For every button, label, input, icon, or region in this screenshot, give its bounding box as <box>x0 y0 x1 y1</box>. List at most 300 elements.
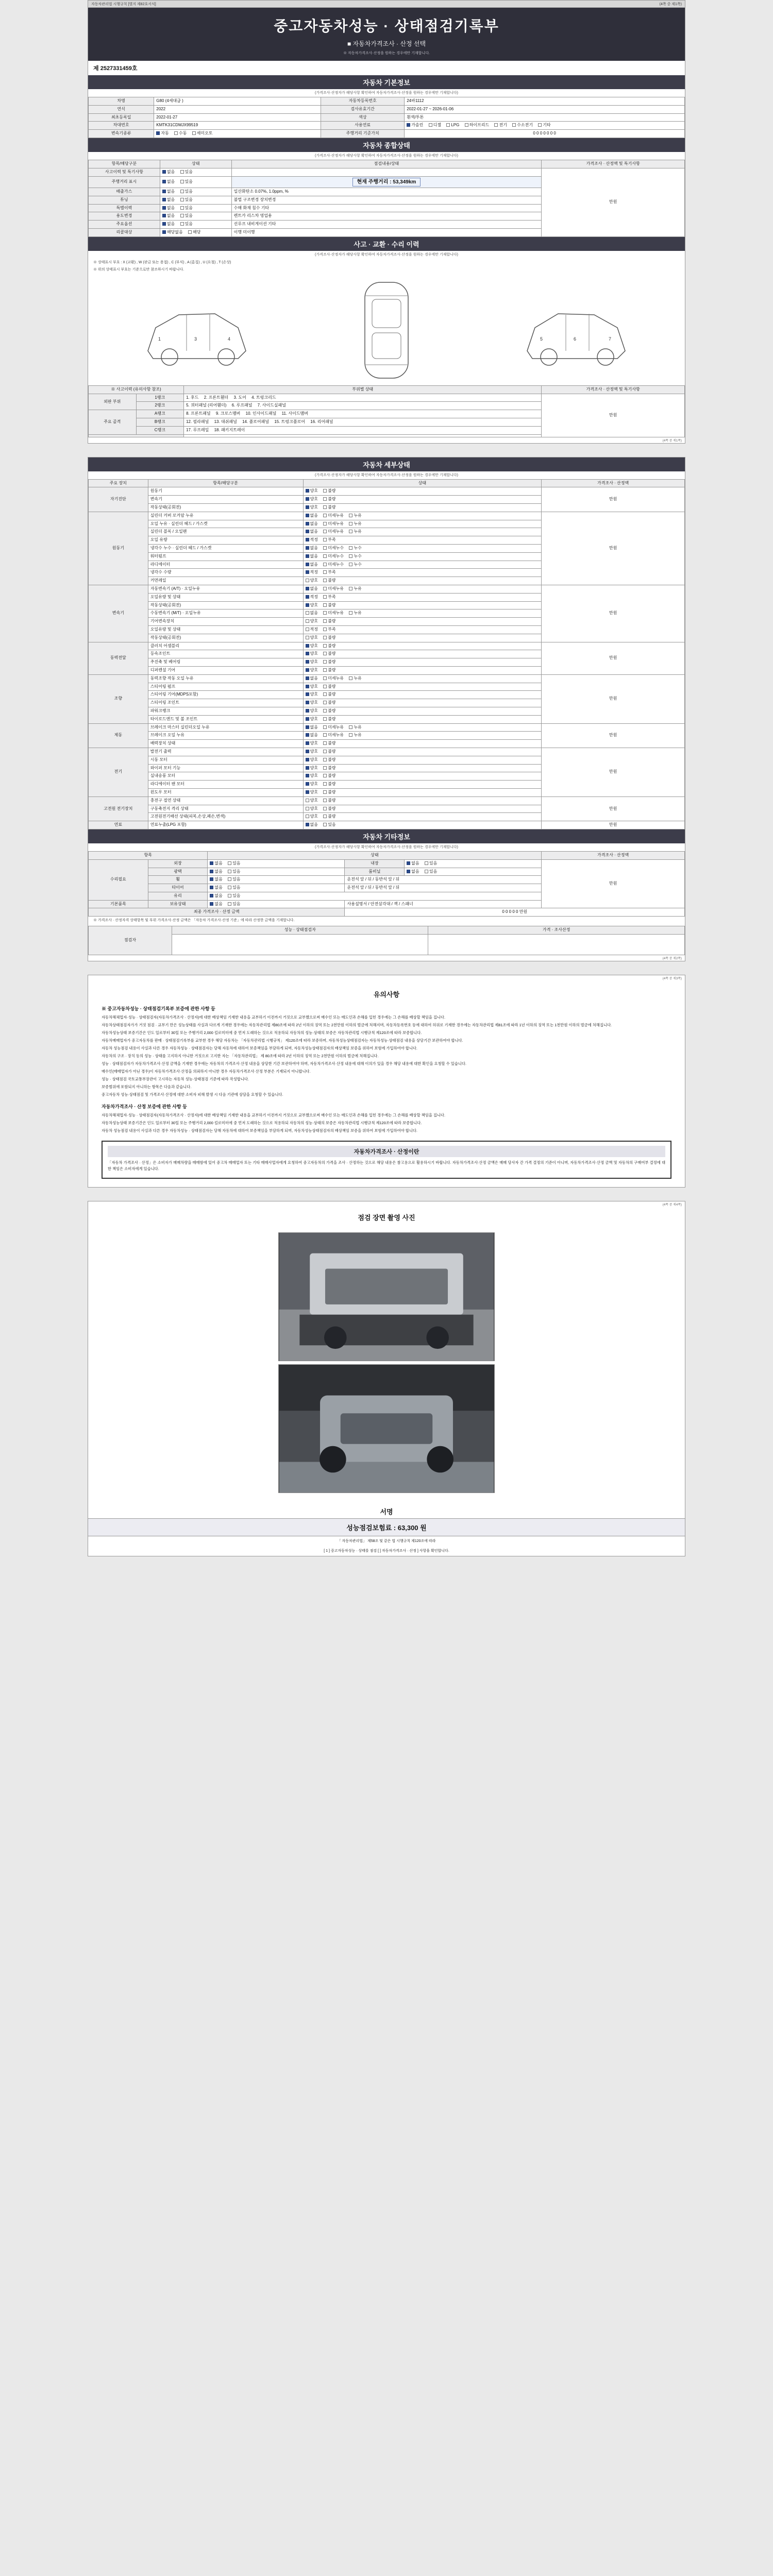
checkbox-icon[interactable] <box>306 782 309 786</box>
row-usage-detail: 렌트카 리스차 영업용 <box>231 212 542 221</box>
repair-tire-state[interactable]: 없음 있음 <box>208 884 345 892</box>
item-state[interactable]: 적정 부족 <box>303 569 542 577</box>
checkbox-icon[interactable] <box>323 782 327 786</box>
checkbox-icon[interactable] <box>306 725 309 729</box>
basic-items-group: 기본품목 <box>89 900 148 908</box>
col-price: 가격조사 · 산정액 및 특기사항 <box>542 160 685 168</box>
group-price: 만원 <box>542 723 685 748</box>
checkbox-icon[interactable] <box>407 123 410 127</box>
basic-items-label: 보유상태 <box>148 900 208 908</box>
checkbox-icon[interactable] <box>306 538 309 541</box>
item-state[interactable]: 없음 미세누유 누유 <box>303 674 542 683</box>
item-state[interactable]: 양호 불량 <box>303 756 542 764</box>
checkbox-icon[interactable] <box>306 514 309 517</box>
checkbox-icon[interactable] <box>306 489 309 493</box>
row-accident-label: 사고이력 및 특기사항 <box>89 168 160 176</box>
checkbox-icon[interactable] <box>323 505 327 509</box>
checkbox-icon[interactable] <box>323 733 327 737</box>
item-label: 오일유량 및 상태 <box>148 625 303 634</box>
checkbox-icon[interactable] <box>323 676 327 680</box>
item-state[interactable]: 없음 미세누유 누유 <box>303 585 542 594</box>
checkbox-icon[interactable] <box>512 123 516 127</box>
checkbox-icon[interactable] <box>306 676 309 680</box>
checkbox-icon[interactable] <box>188 230 192 234</box>
checkbox-icon[interactable] <box>538 123 542 127</box>
checkbox-icon[interactable] <box>210 902 213 906</box>
item-state[interactable]: 양호 불량 <box>303 788 542 796</box>
item-state[interactable]: 양호 불량 <box>303 764 542 772</box>
notice-price-subheading: 자동차가격조사 · 산정 보증에 관한 사항 등 <box>102 1104 187 1110</box>
item-label: 동력조향 작동 오일 누유 <box>148 674 303 683</box>
checkbox-icon[interactable] <box>306 611 309 615</box>
checkbox-icon[interactable] <box>323 692 327 696</box>
group-fuel: 연료 <box>89 821 148 829</box>
section-accident-bar: 사고 · 교환 · 수리 이력 <box>88 237 685 251</box>
checkbox-icon[interactable] <box>306 807 309 810</box>
item-state[interactable]: 적정 부족 <box>303 536 542 545</box>
section-detail-bar: 자동차 세부상태 <box>88 457 685 471</box>
checkbox-icon[interactable] <box>306 579 309 582</box>
signature-heading: 서명 <box>380 1507 393 1516</box>
other-price-cell: 만원 <box>542 859 685 908</box>
checkbox-icon[interactable] <box>323 563 327 566</box>
checkbox-icon[interactable] <box>323 717 327 721</box>
item-state[interactable]: 양호 불량 <box>303 805 542 813</box>
basic-items-state[interactable]: 없음 있음 <box>208 900 345 908</box>
checkbox-icon[interactable] <box>306 790 309 794</box>
first-reg-label: 최초등록일 <box>89 113 154 122</box>
performance-inspector-label: 성능 · 상태점검자 <box>172 926 428 935</box>
checkbox-icon[interactable] <box>349 522 352 526</box>
checkbox-icon[interactable] <box>323 570 327 574</box>
item-state[interactable]: 양호 불량 <box>303 715 542 723</box>
item-state[interactable]: 없음 미세누유 누유 <box>303 528 542 536</box>
inspector-label: 점검자 <box>89 926 172 955</box>
checkbox-icon[interactable] <box>306 570 309 574</box>
item-state[interactable]: 양호 불량 <box>303 699 542 707</box>
checkbox-icon[interactable] <box>306 636 309 639</box>
checkbox-icon[interactable] <box>306 668 309 672</box>
checkbox-icon[interactable] <box>306 692 309 696</box>
checkbox-icon[interactable] <box>349 587 352 590</box>
signature-table <box>88 926 685 955</box>
row-special-state[interactable]: 없음 있음 <box>160 204 231 212</box>
group-electrical: 전기 <box>89 748 148 796</box>
item-label: 자동변속기 (A/T) · 오일누유 <box>148 585 303 594</box>
item-state[interactable]: 없음 미세누수 누수 <box>303 552 542 561</box>
item-label: 스티어링 기어(MDPS포함) <box>148 691 303 699</box>
checkbox-icon[interactable] <box>349 725 352 729</box>
checkbox-icon[interactable] <box>306 750 309 753</box>
checkbox-icon[interactable] <box>306 619 309 623</box>
checkbox-icon[interactable] <box>323 554 327 558</box>
checkbox-icon[interactable] <box>323 522 327 526</box>
checkbox-icon[interactable] <box>323 758 327 761</box>
notice-subheading: ※ 중고자동차성능 · 상태점검기록부 보증에 관한 사항 등 <box>102 1006 215 1012</box>
checkbox-icon[interactable] <box>306 505 309 509</box>
page-1 <box>88 0 685 444</box>
checkbox-icon[interactable] <box>162 198 166 201</box>
checkbox-icon[interactable] <box>323 807 327 810</box>
checkbox-icon[interactable] <box>446 123 450 127</box>
checkbox-icon[interactable] <box>349 676 352 680</box>
page-3 <box>88 975 685 1188</box>
checkbox-icon[interactable] <box>323 766 327 770</box>
row-usage-state[interactable]: 없음 있음 <box>160 212 231 221</box>
checkbox-icon[interactable] <box>323 823 327 826</box>
repair-polish-state[interactable]: 없음 있음 <box>208 868 345 876</box>
checkbox-icon[interactable] <box>228 886 231 889</box>
item-state[interactable]: 양호 불량 <box>303 796 542 805</box>
row-accident-state[interactable]: 없음 있음 <box>160 168 231 176</box>
checkbox-icon[interactable] <box>323 701 327 704</box>
item-state[interactable]: 양호 불량 <box>303 781 542 789</box>
checkbox-icon[interactable] <box>494 123 498 127</box>
checkbox-icon[interactable] <box>407 870 410 873</box>
checkbox-icon[interactable] <box>323 652 327 655</box>
panel-blank-detail <box>184 434 542 437</box>
item-label: 작동상태(공회전) <box>148 504 303 512</box>
item-label: 스티어링 조인트 <box>148 699 303 707</box>
checkbox-icon[interactable] <box>306 652 309 655</box>
item-state[interactable]: 양호 불량 <box>303 601 542 609</box>
row-emission-detail: 일산화탄소 0.07%, 1.0ppm, % <box>231 188 542 196</box>
col-other-item: 항목 <box>89 851 208 859</box>
transmission-option: 자동 <box>156 131 169 137</box>
repair-exterior-state[interactable]: 없음 있음 <box>208 859 345 868</box>
item-label: 작동상태(공회전) <box>148 634 303 642</box>
checkbox-icon[interactable] <box>306 587 309 590</box>
checkbox-icon[interactable] <box>180 198 184 201</box>
checkbox-icon[interactable] <box>323 790 327 794</box>
rank-items: 1. 후드 2. 프론트휀더 3. 도어 4. 트렁크리드 <box>184 394 542 402</box>
page-2 <box>88 457 685 961</box>
transmission-option: 수동 <box>174 131 187 137</box>
fuel-option: 수소전기 <box>512 123 533 128</box>
checkbox-icon[interactable] <box>349 546 352 550</box>
item-state[interactable]: 없음 미세누유 누유 <box>303 609 542 618</box>
item-state[interactable]: 없음 미세누수 누수 <box>303 545 542 553</box>
row-mileage-state[interactable]: 없음 있음 <box>160 176 231 188</box>
checkbox-icon[interactable] <box>323 774 327 777</box>
page-tag-4: (4쪽 중 제4쪽) <box>662 1203 682 1207</box>
notice-item: 자동차해체업자·성능 · 상태점검자(자동차가격조사 · 산정자)에 대한 배상책임 기재한 내용을 교부하기 이전까지 거짓으로 교부했으로써 매수인 또는 매도인과 손해를 입힌 경우에는 그 손해를 배상할 책임을 집니다. <box>102 1015 445 1020</box>
row-tuning-state[interactable]: 없음 있음 <box>160 196 231 204</box>
checkbox-icon[interactable] <box>429 123 432 127</box>
checkbox-icon[interactable] <box>228 877 231 881</box>
panel-blank <box>89 434 184 437</box>
checkbox-icon[interactable] <box>306 717 309 721</box>
checkbox-icon[interactable] <box>323 815 327 818</box>
fuel-option: 기타 <box>538 123 550 128</box>
checkbox-icon[interactable] <box>465 123 468 127</box>
checkbox-icon[interactable] <box>210 886 213 889</box>
notice-heading: 유의사항 <box>373 991 400 999</box>
vin-label: 차대번호 <box>89 122 154 130</box>
checkbox-icon[interactable] <box>180 214 184 217</box>
rank-items: 12. 필라패널 13. 대쉬패널 14. 플로어패널 15. 트렁크플로어 16. 리어패널 <box>184 418 542 427</box>
item-label: 디퍼렌셜 기어 <box>148 666 303 674</box>
fuel-options[interactable] <box>405 122 685 130</box>
item-state[interactable]: 양호 불량 <box>303 740 542 748</box>
notice-section <box>88 981 685 1187</box>
item-label: 워터펌프 <box>148 552 303 561</box>
checkbox-icon[interactable] <box>306 766 309 770</box>
inspection-insurance-fee <box>88 1518 685 1536</box>
checkbox-icon[interactable] <box>306 644 309 648</box>
detail-state-table <box>88 479 685 829</box>
checkbox-icon[interactable] <box>323 636 327 639</box>
item-state[interactable]: 양호 불량 <box>303 707 542 715</box>
checkbox-icon[interactable] <box>323 685 327 688</box>
repair-tire-label: 타이어 <box>148 884 208 892</box>
document-title-block <box>88 8 685 61</box>
checkbox-icon[interactable] <box>306 522 309 526</box>
item-state[interactable]: 양호 불량 <box>303 487 542 496</box>
checkbox-icon[interactable] <box>306 774 309 777</box>
item-label: 고전원전기배선 상태(피복,손상,폐손,변색) <box>148 813 303 821</box>
notice-item: 자동차성능상태 보증기간은 인도 일로부터 30일 또는 주행거리 2,000 킬로미터에 중 먼저 도래하는 것으로 적용하되 자동차의 성능·상태의 보증은 자동차관리법 시행규칙 제120조에 따라 보증합니다. <box>102 1121 422 1126</box>
item-label: 등속조인트 <box>148 650 303 658</box>
row-emission-state[interactable]: 없음 있음 <box>160 188 231 196</box>
checkbox-icon[interactable] <box>349 611 352 615</box>
group-price: 만원 <box>542 821 685 829</box>
checkbox-icon[interactable] <box>323 489 327 493</box>
item-state[interactable]: 적정 부족 <box>303 593 542 601</box>
checkbox-icon[interactable] <box>306 554 309 558</box>
checkbox-icon[interactable] <box>306 823 309 826</box>
item-state[interactable]: 양호 불량 <box>303 666 542 674</box>
group-steering: 조향 <box>89 674 148 723</box>
checkbox-icon[interactable] <box>306 709 309 713</box>
checkbox-icon[interactable] <box>306 595 309 599</box>
checkbox-icon[interactable] <box>180 170 184 174</box>
checkbox-icon[interactable] <box>162 190 166 193</box>
item-state[interactable]: 양호 불량 <box>303 618 542 626</box>
page-4 <box>88 1201 685 1556</box>
checkbox-icon[interactable] <box>306 530 309 533</box>
repair-vinyl-state[interactable]: 없음 있음 <box>405 868 542 876</box>
col-other-state: 상태 <box>208 851 542 859</box>
checkbox-icon[interactable] <box>162 222 166 226</box>
item-label: 파워크랭크 <box>148 707 303 715</box>
checkbox-icon[interactable] <box>323 619 327 623</box>
item-state[interactable]: 없음 미세누유 누유 <box>303 512 542 520</box>
checkbox-icon[interactable] <box>323 587 327 590</box>
checkbox-icon[interactable] <box>306 733 309 737</box>
notice-item: 자동차성능상태 보증기간은 인도 일로부터 30일 또는 주행거리 2,000 킬로미터에 중 먼저 도래하는 것으로 적용하되 자동차의 성능·상태의 보증은 자동차관리법 시행규칙 제120조에 따라 보증합니다. <box>102 1030 422 1036</box>
item-state[interactable]: 없음 미세누유 누유 <box>303 520 542 528</box>
checkbox-icon[interactable] <box>306 563 309 566</box>
item-state[interactable]: 양호 불량 <box>303 642 542 650</box>
checkbox-icon[interactable] <box>162 214 166 217</box>
checkbox-icon[interactable] <box>323 530 327 533</box>
checkbox-icon[interactable] <box>210 861 213 865</box>
checkbox-icon[interactable] <box>306 741 309 745</box>
item-label: 실린더 블록 / 오일팬 <box>148 528 303 536</box>
damage-diagram[interactable] <box>88 273 685 385</box>
repair-wheel-state[interactable]: 없음 있음 <box>208 876 345 884</box>
group-engine: 원동기 <box>89 512 148 585</box>
checkbox-icon[interactable] <box>323 660 327 664</box>
document-number <box>88 61 685 75</box>
checkbox-icon[interactable] <box>180 190 184 193</box>
checkbox-icon[interactable] <box>425 870 428 873</box>
checkbox-icon[interactable] <box>323 668 327 672</box>
section-basic-info-sub: (가격조사·산정자가 해당사항 확인하여 자동차가격조사·산정을 원하는 경우에만 기재합니다) <box>315 91 458 95</box>
item-state[interactable]: 양호 불량 <box>303 683 542 691</box>
checkbox-icon[interactable] <box>228 902 231 906</box>
checkbox-icon[interactable] <box>306 799 309 802</box>
checkbox-icon[interactable] <box>306 628 309 631</box>
photo-section-heading: 점검 장면 촬영 사진 <box>358 1213 415 1222</box>
rank-label: 1랭크 <box>136 394 184 402</box>
legal-footnote-1: 「 자동차관리법」 제58조 및 같은 법 시행규칙 제120조에 따라 <box>337 1539 436 1543</box>
checkbox-icon[interactable] <box>306 815 309 818</box>
group-braking: 제동 <box>89 723 148 748</box>
checkbox-icon[interactable] <box>162 180 166 183</box>
checkbox-icon[interactable] <box>323 579 327 582</box>
item-state[interactable]: 없음 미세누유 누유 <box>303 732 542 740</box>
notice-item: 성능 · 상태점검자가 자동차가격조사·산정 금액을 기재한 경우에는 자동차의 가격조사·산정 내용을 상당한 기간 보관하여야 하며, 자동차가격조사·산정 내용에 대해 이의가 있을 경우 해당 내용에 대한 확인을 요청할 수 있습니다. <box>102 1061 466 1066</box>
repair-glass-state[interactable]: 없음 있음 <box>208 892 542 900</box>
notice-item: 자동차 성능점검 내용이 사실과 다른 경우 자동차성능 · 상태점검자는 당해 자동차에 대하여 보증책임을 부담하게 되며, 자동차성능상태점검자의 배상책임 보증을 위하여 보험에 가입하여야 합니다. <box>102 1046 417 1051</box>
performance-inspector-sign[interactable] <box>172 935 428 955</box>
panel-right-head: 가격조사 · 산정액 및 특기사항 <box>542 385 685 394</box>
car-name-label: 차명 <box>89 97 154 106</box>
checkbox-icon[interactable] <box>323 725 327 729</box>
row-mileage-detail <box>231 176 542 188</box>
checkbox-icon[interactable] <box>180 180 184 183</box>
col-other-price: 가격조사 · 산정액 <box>542 851 685 859</box>
checkbox-icon[interactable] <box>349 530 352 533</box>
checkbox-icon[interactable] <box>323 538 327 541</box>
checkbox-icon[interactable] <box>323 546 327 550</box>
notice-item: 자동차의 구조 · 장치 등의 성능 · 상태를 고지하지 아니한 거짓으로 고지한 자는 「자동차관리법」 제 80조에 따라 2년 이하의 징역 또는 2천만원 이하의 벌금에 처해집니다. <box>102 1054 379 1059</box>
checkbox-icon[interactable] <box>162 230 166 234</box>
item-label: 실내송풍 모터 <box>148 772 303 781</box>
checkbox-icon[interactable] <box>306 660 309 664</box>
validity-value: 2022-01-27 ~ 2026-01-06 <box>405 105 685 113</box>
checkbox-icon[interactable] <box>156 131 160 135</box>
checkbox-icon[interactable] <box>210 877 213 881</box>
item-state[interactable]: 적정 부족 <box>303 625 542 634</box>
item-label: 오일 누유 · 실린더 헤드 / 가스켓 <box>148 520 303 528</box>
item-label: 타이로드엔드 및 볼 조인트 <box>148 715 303 723</box>
checkbox-icon[interactable] <box>228 894 231 897</box>
checkbox-icon[interactable] <box>210 870 213 873</box>
checkbox-icon[interactable] <box>323 514 327 517</box>
item-label: 라디에이터 팬 모터 <box>148 781 303 789</box>
row-tuning-label: 튜닝 <box>89 196 160 204</box>
form-minibar <box>88 1 685 8</box>
item-state[interactable]: 양호 불량 <box>303 691 542 699</box>
checkbox-icon[interactable] <box>228 870 231 873</box>
checkbox-icon[interactable] <box>323 644 327 648</box>
checkbox-icon[interactable] <box>349 733 352 737</box>
item-state[interactable]: 양호 불량 <box>303 577 542 585</box>
rank-label: C랭크 <box>136 426 184 434</box>
checkbox-icon[interactable] <box>323 709 327 713</box>
checkbox-icon[interactable] <box>180 206 184 210</box>
checkbox-icon[interactable] <box>174 131 178 135</box>
rank-items: 5. 쿼터패널 (리어휀더) 6. 루프패널 7. 사이드실패널 <box>184 402 542 410</box>
checkbox-icon[interactable] <box>306 685 309 688</box>
odometer-digits: 0 0 0 0 0 0 0 <box>405 130 685 138</box>
checkbox-icon[interactable] <box>323 799 327 802</box>
checkbox-icon[interactable] <box>407 861 410 865</box>
item-state[interactable]: 없음 미세누유 누유 <box>303 723 542 732</box>
page-tag-1: (4쪽 중 제1쪽) <box>662 439 682 443</box>
group-price: 만원 <box>542 748 685 796</box>
item-state[interactable]: 양호 불량 <box>303 650 542 658</box>
transmission-options[interactable] <box>154 130 321 138</box>
item-state[interactable]: 양호 불량 <box>303 748 542 756</box>
svg-text:1: 1 <box>158 336 161 342</box>
checkbox-icon[interactable] <box>306 546 309 550</box>
checkbox-icon[interactable] <box>323 497 327 501</box>
section-accident-sub: (가격조사·산정자가 해당사항 확인하여 자동차가격조사·산정을 원하는 경우에만 기재합니다) <box>315 252 458 257</box>
checkbox-icon[interactable] <box>323 741 327 745</box>
item-state[interactable]: 없음 미세누수 누수 <box>303 561 542 569</box>
checkbox-icon[interactable] <box>425 861 428 865</box>
checkbox-icon[interactable] <box>192 131 196 135</box>
item-state[interactable]: 양호 불량 <box>303 813 542 821</box>
checkbox-icon[interactable] <box>306 603 309 607</box>
checkbox-icon[interactable] <box>323 595 327 599</box>
checkbox-icon[interactable] <box>323 750 327 753</box>
checkbox-icon[interactable] <box>323 628 327 631</box>
row-accident-detail <box>231 168 542 176</box>
checkbox-icon[interactable] <box>306 701 309 704</box>
group-price: 만원 <box>542 512 685 585</box>
checkbox-icon[interactable] <box>323 603 327 607</box>
item-state[interactable]: 양호 불량 <box>303 496 542 504</box>
fee-value: 63,300 원 <box>397 1523 427 1532</box>
checkbox-icon[interactable] <box>349 554 352 558</box>
odometer-label: 주행거리 기준가치 <box>321 130 405 138</box>
checkbox-icon[interactable] <box>349 514 352 517</box>
page-indicator: (4쪽 중 제1쪽) <box>659 2 682 6</box>
item-state[interactable]: 없음 있음 <box>303 821 542 829</box>
checkbox-icon[interactable] <box>228 861 231 865</box>
checkbox-icon[interactable] <box>306 497 309 501</box>
row-recall-state[interactable]: 해당없음 해당 <box>160 229 231 237</box>
col-state: 상태 <box>303 479 542 487</box>
row-options-state[interactable]: 없음 있음 <box>160 221 231 229</box>
checkbox-icon[interactable] <box>306 758 309 761</box>
item-state[interactable]: 양호 불량 <box>303 772 542 781</box>
document-number-label: 제 <box>93 65 99 72</box>
row-special-label: 특별이력 <box>89 204 160 212</box>
item-state[interactable]: 양호 불량 <box>303 504 542 512</box>
checkbox-icon[interactable] <box>323 611 327 615</box>
checkbox-icon[interactable] <box>210 894 213 897</box>
price-assessor-sign[interactable] <box>428 935 685 955</box>
checkbox-icon[interactable] <box>162 170 166 174</box>
section-other-sub: (가격조사·산정자가 해당사항 확인하여 자동차가격조사·산정을 원하는 경우에만 기재합니다) <box>315 845 458 849</box>
item-state[interactable]: 양호 불량 <box>303 634 542 642</box>
page-tag-3: (4쪽 중 제3쪽) <box>662 977 682 981</box>
checkbox-icon[interactable] <box>180 222 184 226</box>
repair-interior-state[interactable]: 없음 있음 <box>405 859 542 868</box>
item-label: 시동 모터 <box>148 756 303 764</box>
checkbox-icon[interactable] <box>162 206 166 210</box>
row-special-detail: 수해 화재 침수 기타 <box>231 204 542 212</box>
item-state[interactable]: 양호 불량 <box>303 658 542 667</box>
checkbox-icon[interactable] <box>349 563 352 566</box>
group-price: 만원 <box>542 585 685 642</box>
